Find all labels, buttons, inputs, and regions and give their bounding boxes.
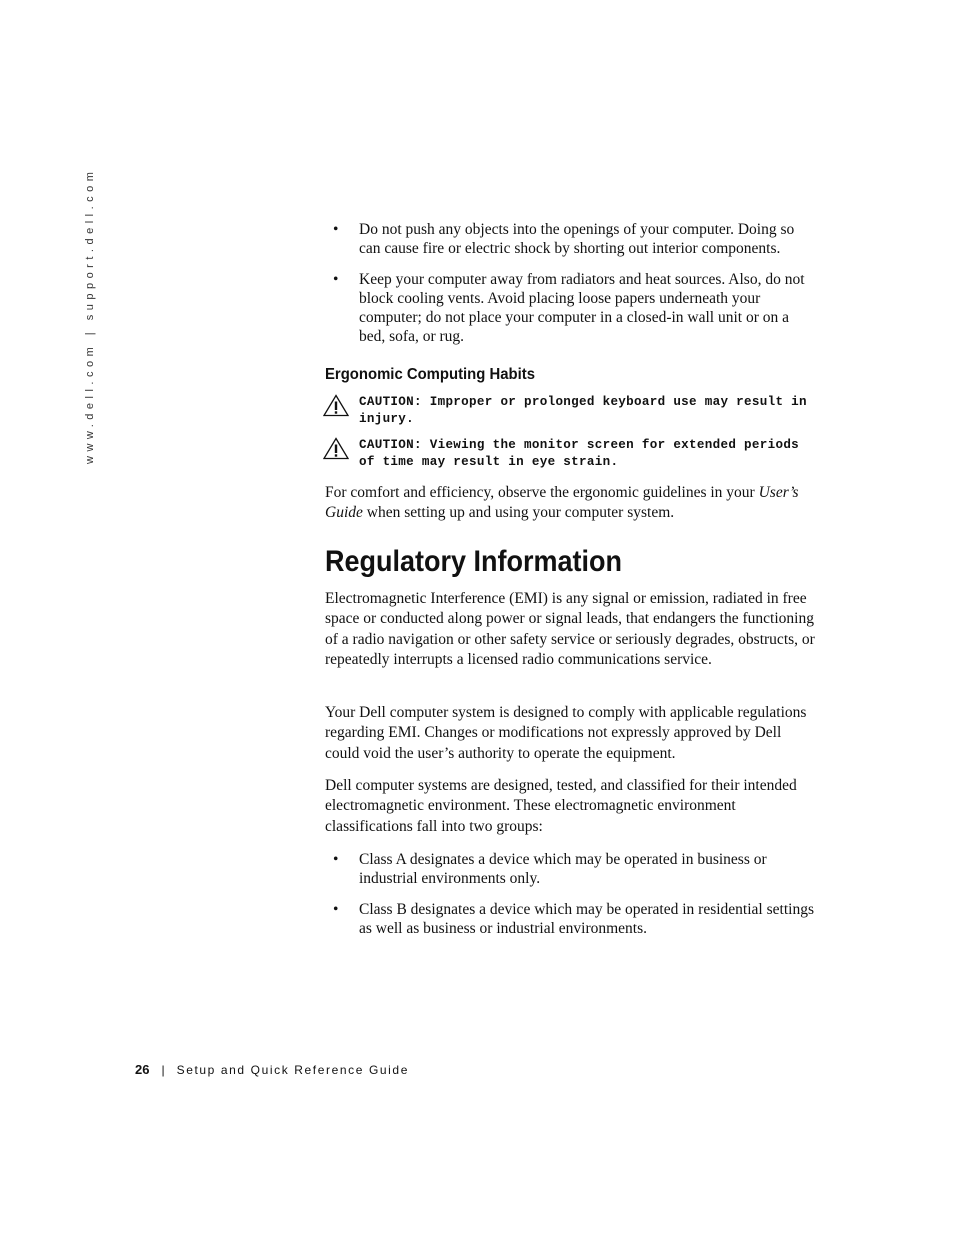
page-title: Regulatory Information	[325, 545, 623, 578]
paragraph-text: For comfort and efficiency, observe the ergonomic guidelines in your	[325, 484, 759, 501]
caution-notice	[323, 394, 813, 430]
paragraph: Your Dell computer system is designed to comply with applicable regulations regarding EMI. Changes or modifications not expressly approved by Dell could void the user’s authority to operate the equipment.	[325, 704, 807, 762]
bullet-marker: •	[333, 901, 339, 918]
guide-reference: User’s Guide	[325, 484, 799, 522]
caution-text	[359, 437, 809, 471]
warning-icon	[323, 437, 349, 460]
paragraph: Dell computer systems are designed, tested, and classified for their intended electromagnetic environment. These electromagnetic environment classifications fall into two groups:	[325, 777, 797, 835]
footer-separator: |	[161, 1063, 165, 1077]
list-item-text: Class B designates a device which may be operated in residential settings as well as business or industrial environments.	[359, 901, 814, 937]
list-item	[333, 270, 811, 348]
paragraph: Electromagnetic Interference (EMI) is any signal or emission, radiated in free space or conducted along power or signal leads, that endangers the functioning of a radio navigation or other safety service or seriously degrades, obstructs, or repeatedly interrupts a licensed radio communications service.	[325, 590, 815, 668]
section-heading: Ergonomic Computing Habits	[325, 366, 535, 383]
bullet-marker: •	[333, 221, 339, 238]
list-item-text: Keep your computer away from radiators and heat sources. Also, do not block cooling vents. Avoid placing loose papers underneath your computer; do not place your computer in a closed-in wall unit or on a bed, sofa, or rug.	[359, 271, 805, 345]
page-footer	[135, 1062, 409, 1077]
sidebar-url: www.dell.com | support.dell.com	[84, 167, 96, 464]
list-item-text: Class A designates a device which may be operated in business or industrial environments only.	[359, 851, 767, 887]
caution-message: Improper or prolonged keyboard use may result in injury.	[359, 395, 807, 426]
footer-doc-title: Setup and Quick Reference Guide	[176, 1063, 409, 1077]
list-item	[333, 850, 811, 890]
ergonomics-paragraph	[325, 483, 815, 524]
paragraph-text: when setting up and using your computer system.	[362, 504, 675, 522]
list-item	[333, 220, 811, 260]
warning-icon	[323, 394, 349, 417]
list-item	[333, 900, 814, 940]
caution-notice	[323, 437, 813, 473]
caution-label: CAUTION:	[359, 438, 422, 452]
caution-message: Viewing the monitor screen for extended periods of time may result in eye strain.	[359, 438, 800, 469]
bullet-marker: •	[333, 271, 339, 288]
list-item-text: Do not push any objects into the openings of your computer. Doing so can cause fire or electric shock by shorting out interior components.	[359, 221, 795, 257]
bullet-marker: •	[333, 851, 339, 868]
caution-text	[359, 394, 809, 428]
page-number: 26	[135, 1062, 150, 1077]
caution-label: CAUTION:	[359, 395, 422, 409]
